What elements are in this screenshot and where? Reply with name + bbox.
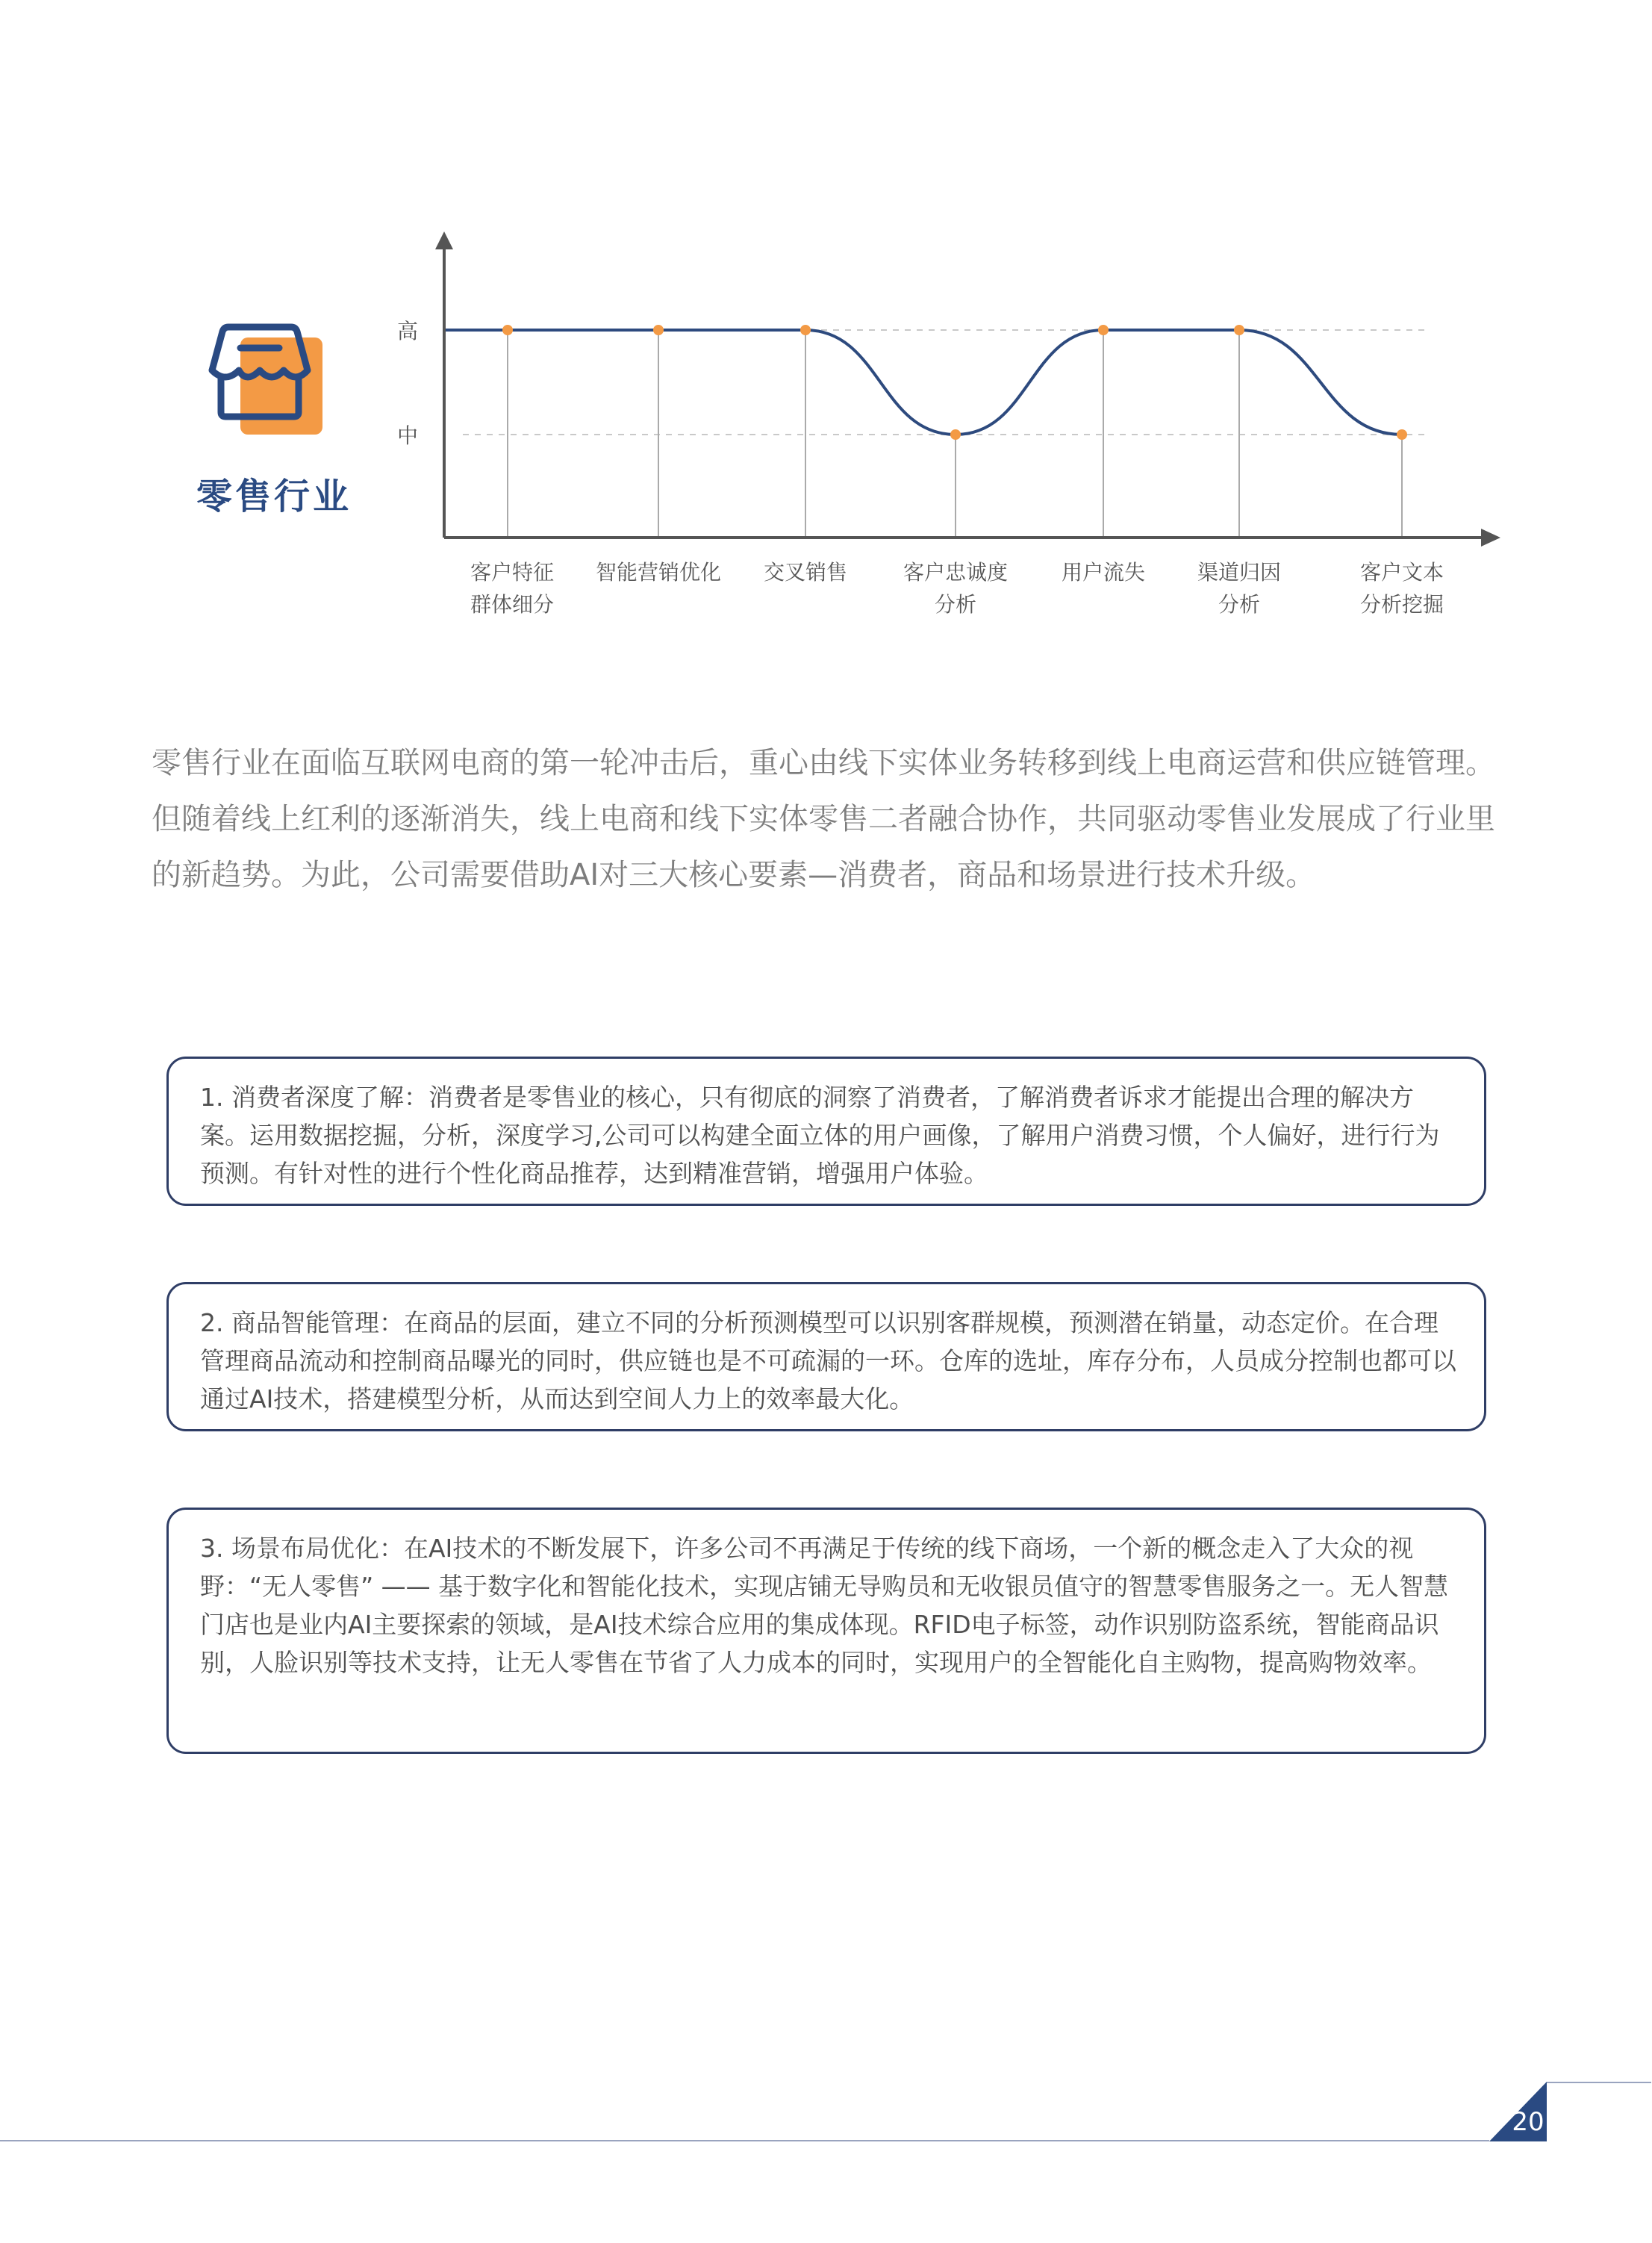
x-tick-label: 智能营销优化: [595, 560, 722, 585]
x-tick-label: 分析: [1218, 592, 1261, 617]
x-tick-label: 交叉销售: [763, 560, 848, 585]
x-axis-arrow: [1481, 529, 1500, 547]
data-point: [800, 325, 811, 335]
series-line: [446, 330, 1402, 435]
product-management-card: 2. 商品智能管理：在商品的层面，建立不同的分析预测模型可以识别客群规模，预测潜在销量，动态定价。在合理管理商品流动和控制商品曝光的同时，供应链也是不可疏漏的一环。仓库的选址，库存分布，人员成分控制也都可以通过AI技术，搭建模型分析，从而达到空间人力上的效率最大化。: [166, 1282, 1486, 1431]
industry-title: 零售行业: [196, 476, 352, 517]
data-point: [502, 325, 513, 335]
x-tick-label: 客户文本: [1359, 560, 1444, 585]
footer-divider: [0, 2140, 1489, 2141]
data-point: [950, 429, 961, 440]
x-tick-label: 群体细分: [470, 592, 555, 617]
y-tick-label: 中: [396, 423, 418, 448]
x-tick-label: 客户忠诚度: [903, 560, 1009, 585]
data-point: [1397, 429, 1407, 440]
x-tick-label: 渠道归因: [1197, 560, 1282, 585]
intro-paragraph: 零售行业在面临互联网电商的第一轮冲击后，重心由线下实体业务转移到线上电商运营和供应链管理。但随着线上红利的逐渐消失，线上电商和线下实体零售二者融合协作，共同驱动零售业发展成了行业里的新趋势。为此，公司需要借助AI对三大核心要素—消费者，商品和场景进行技术升级。: [152, 746, 1495, 892]
x-tick-label: 分析挖掘: [1359, 592, 1444, 617]
data-point: [1098, 325, 1109, 335]
corner-divider: [1547, 2082, 1651, 2083]
page-number: 20: [1512, 2107, 1545, 2137]
consumer-insight-card: 1. 消费者深度了解：消费者是零售业的核心，只有彻底的洞察了消费者，了解消费者诉求才能提出合理的解决方案。运用数据挖掘，分析，深度学习,公司可以构建全面立体的用户画像，了解用户消费习惯，个人偏好，进行行为预测。有针对性的进行个性化商品推荐，达到精准营销，增强用户体验。: [166, 1057, 1486, 1206]
x-tick-label: 用户流失: [1061, 560, 1146, 585]
data-point: [653, 325, 664, 335]
data-point: [1234, 325, 1244, 335]
y-axis-arrow: [435, 231, 453, 249]
scene-layout-card: 3. 场景布局优化：在AI技术的不断发展下，许多公司不再满足于传统的线下商场，一个新的概念走入了大众的视野：“无人零售” —— 基于数字化和智能化技术，实现店铺无导购员和无收银员值守的智慧零售服务之一。无人智慧门店也是业内AI主要探索的领域，是AI技术综合应用的集成体现。RFID电子标签，动作识别防盗系统，智能商品识别，人脸识别等技术支持，让无人零售在节省了人力成本的同时，实现用户的全智能化自主购物，提高购物效率。: [166, 1508, 1486, 1754]
trend-chart: [0, 0, 1652, 672]
x-tick-label: 分析: [934, 592, 977, 617]
x-tick-label: 客户特征: [470, 560, 555, 585]
y-tick-label: 高: [396, 319, 418, 343]
